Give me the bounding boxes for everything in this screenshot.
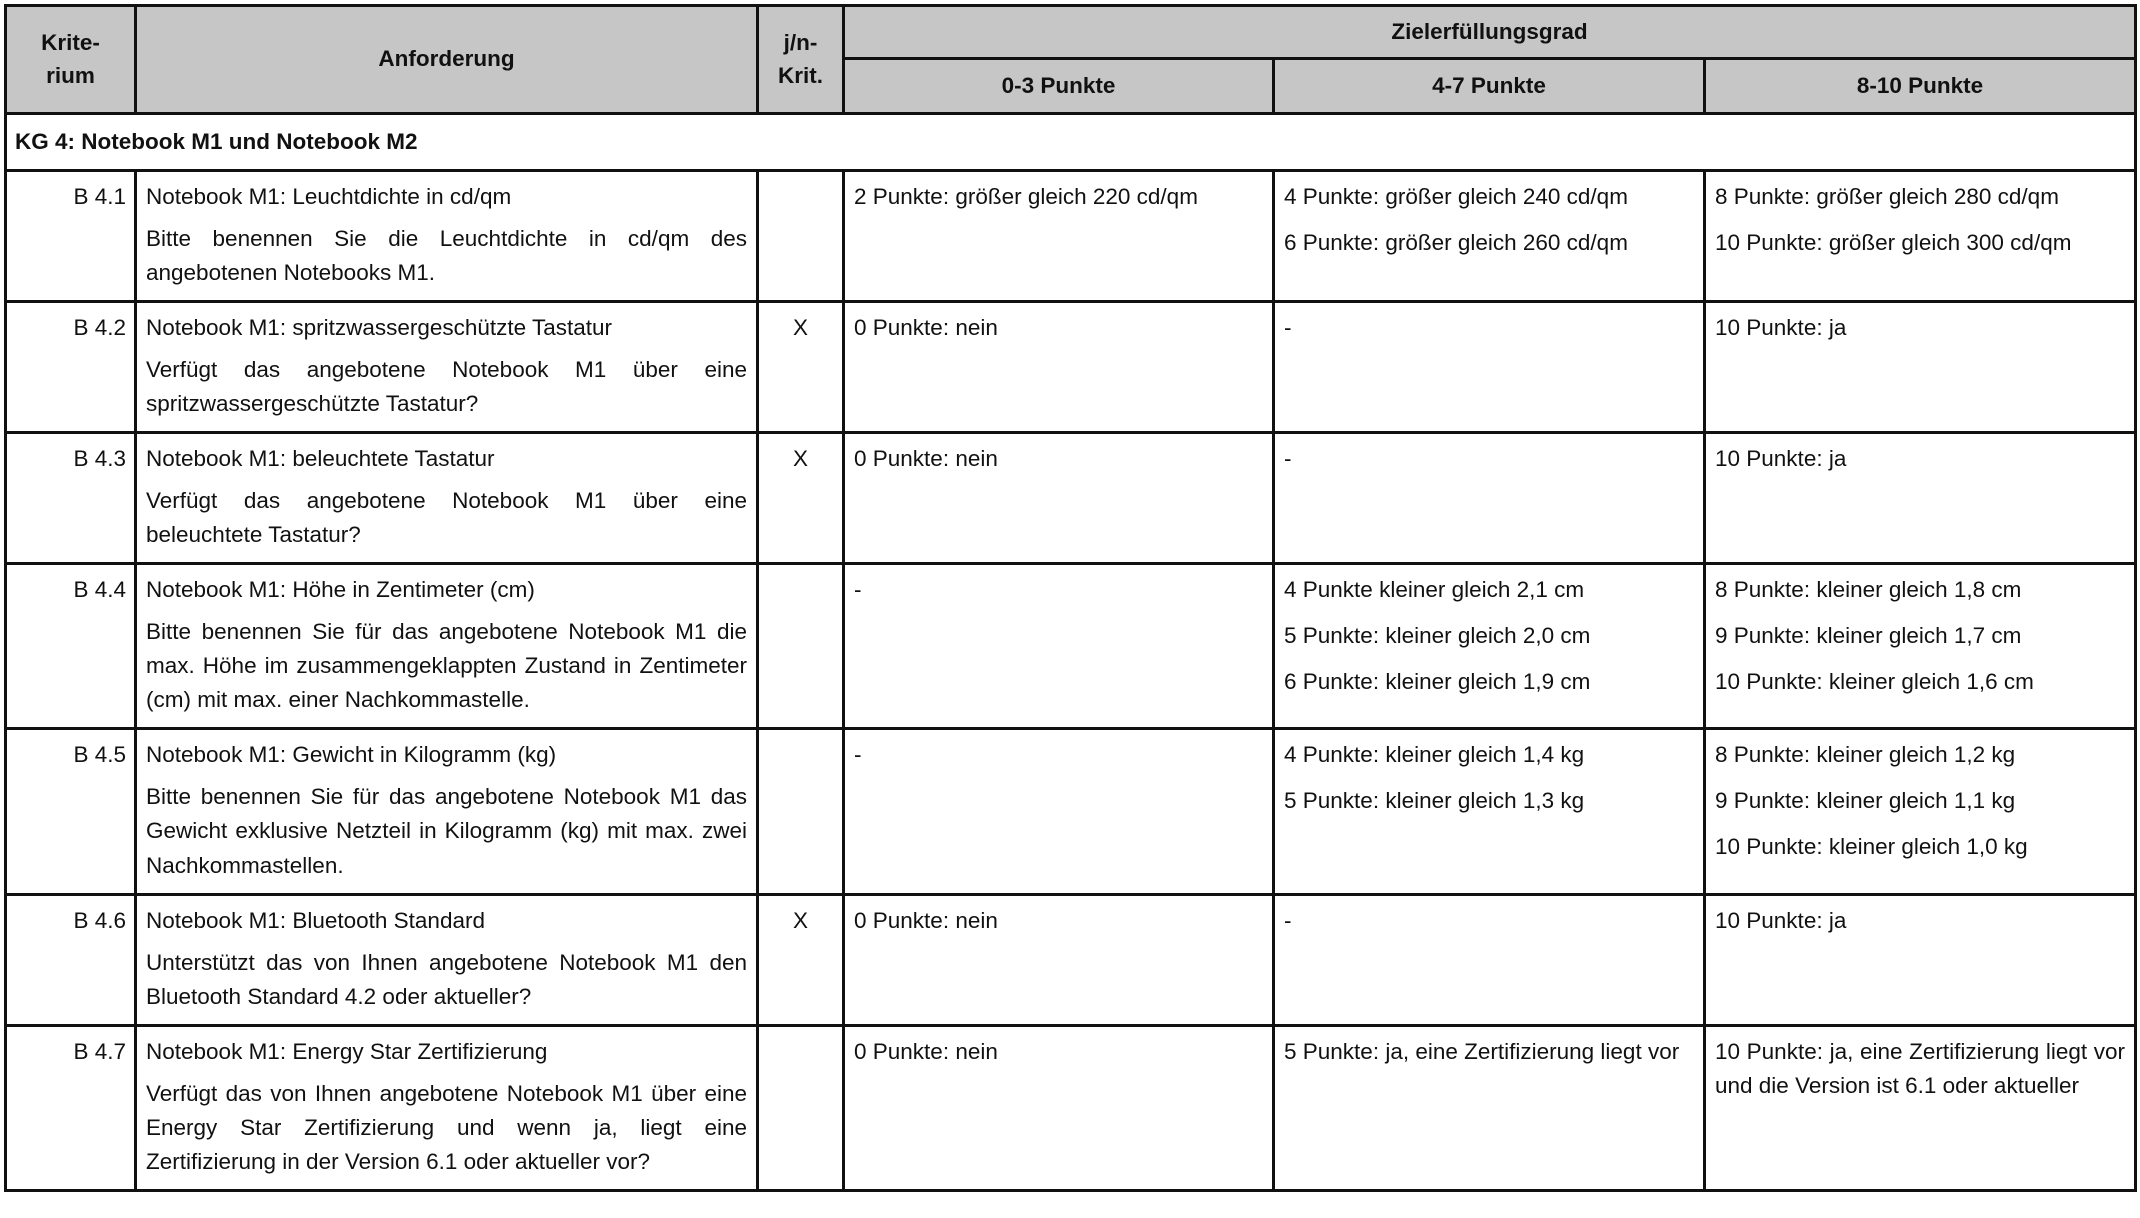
score-rule: - <box>1284 446 1292 471</box>
table-row <box>6 433 2136 564</box>
header-criterion-line1: Krite- <box>41 29 100 55</box>
score-rule: - <box>854 577 862 603</box>
score-low-cell <box>844 564 1274 729</box>
score-rule: - <box>854 742 862 768</box>
score-rule: 10 Punkte: kleiner gleich 1,0 kg <box>1715 833 2028 859</box>
table-row <box>6 1025 2136 1190</box>
requirement-description: Bitte benennen Sie für das angebotene Notebook M1 das Gewicht exklusive Netzteil in Kilogramm (kg) mit max. zwei Nachkommastellen. <box>146 784 747 878</box>
requirement-cell <box>136 1025 758 1190</box>
score-low-cell <box>844 729 1274 894</box>
score-rule: 8 Punkte: kleiner gleich 1,2 kg <box>1715 742 2016 768</box>
score-rule: 8 Punkte: kleiner gleich 1,8 cm <box>1715 577 2022 603</box>
score-rule: 9 Punkte: kleiner gleich 1,1 kg <box>1715 788 2016 814</box>
requirement-description: Verfügt das von Ihnen angebotene Notebook M1 über eine Energy Star Zertifizierung und wenn ja, liegt eine Zertifizierung in der Version 6.1 oder aktueller vor? <box>146 1080 747 1174</box>
score-rule: 6 Punkte: kleiner gleich 1,9 cm <box>1284 668 1591 694</box>
criterion-id: B 4.2 <box>6 301 136 432</box>
score-low-cell <box>844 1025 1274 1190</box>
score-rule: - <box>1284 314 1292 340</box>
requirement-title: Notebook M1: Leuchtdichte in cd/qm <box>146 183 512 209</box>
criterion-id: B 4.6 <box>6 894 136 1025</box>
requirement-description: Unterstützt das von Ihnen angebotene Notebook M1 den Bluetooth Standard 4.2 oder aktueller? <box>146 949 747 1009</box>
score-mid-cell <box>1274 170 1705 301</box>
score-rule: 0 Punkte: nein <box>854 907 998 933</box>
requirement-title: Notebook M1: Höhe in Zentimeter (cm) <box>146 577 535 603</box>
header-yn-line1: j/n- <box>783 29 818 55</box>
requirement-cell <box>136 170 758 301</box>
score-rule: 4 Punkte: kleiner gleich 1,4 kg <box>1284 742 1585 768</box>
header-yn-line2: Krit. <box>778 62 823 88</box>
requirement-cell <box>136 729 758 894</box>
section-title: KG 4: Notebook M1 und Notebook M2 <box>6 114 2136 171</box>
criterion-id: B 4.1 <box>6 170 136 301</box>
score-rule: 4 Punkte: größer gleich 240 cd/qm <box>1284 183 1628 209</box>
requirement-description: Verfügt das angebotene Notebook M1 über eine spritzwassergeschützte Tastatur? <box>146 356 747 416</box>
table-row <box>6 894 2136 1025</box>
header-range-mid: 4-7 Punkte <box>1274 59 1705 114</box>
yn-criterion-mark: X <box>758 301 844 432</box>
score-rule: 10 Punkte: ja, eine Zertifizierung liegt vor und die Version ist 6.1 oder aktueller <box>1715 1038 2126 1099</box>
score-rule: 10 Punkte: ja <box>1715 446 1847 471</box>
score-rule: 0 Punkte: nein <box>854 314 998 340</box>
score-low-cell <box>844 170 1274 301</box>
score-low-cell <box>844 894 1274 1025</box>
header-criterion <box>6 6 136 114</box>
requirement-description: Bitte benennen Sie für das angebotene Notebook M1 die max. Höhe im zusammengeklappten Zustand in Zentimeter (cm) mit max. einer Nachkommastelle. <box>146 618 747 713</box>
table-row <box>6 170 2136 301</box>
yn-criterion-mark <box>758 729 844 894</box>
score-mid-cell <box>1274 1025 1705 1190</box>
score-rule: 10 Punkte: ja <box>1715 314 1847 340</box>
table-row <box>6 729 2136 894</box>
header-criterion-line2: rium <box>46 62 95 88</box>
score-rule: 0 Punkte: nein <box>854 1038 998 1064</box>
header-requirement: Anforderung <box>136 6 758 114</box>
requirement-description: Verfügt das angebotene Notebook M1 über eine beleuchtete Tastatur? <box>146 487 747 547</box>
score-rule: 5 Punkte: ja, eine Zertifizierung liegt vor <box>1284 1038 1680 1064</box>
yn-criterion-mark <box>758 170 844 301</box>
score-high-cell <box>1705 170 2136 301</box>
score-rule: - <box>1284 907 1292 933</box>
requirement-title: Notebook M1: Energy Star Zertifizierung <box>146 1038 548 1064</box>
score-rule: 0 Punkte: nein <box>854 446 998 471</box>
requirement-title: Notebook M1: spritzwassergeschützte Tastatur <box>146 314 613 340</box>
header-goal: Zielerfüllungsgrad <box>844 6 2136 59</box>
table-row <box>6 301 2136 432</box>
score-mid-cell <box>1274 894 1705 1025</box>
score-rule: 8 Punkte: größer gleich 280 cd/qm <box>1715 183 2059 209</box>
score-high-cell <box>1705 894 2136 1025</box>
score-rule: 6 Punkte: größer gleich 260 cd/qm <box>1284 229 1628 255</box>
requirement-title: Notebook M1: Gewicht in Kilogramm (kg) <box>146 742 557 768</box>
score-low-cell <box>844 301 1274 432</box>
score-rule: 5 Punkte: kleiner gleich 1,3 kg <box>1284 788 1585 814</box>
criterion-id: B 4.5 <box>6 729 136 894</box>
requirement-description: Bitte benennen Sie die Leuchtdichte in cd/qm des angebotenen Notebooks M1. <box>146 225 747 285</box>
score-mid-cell <box>1274 433 1705 564</box>
yn-criterion-mark: X <box>758 433 844 564</box>
score-low-cell <box>844 433 1274 564</box>
score-high-cell <box>1705 1025 2136 1190</box>
requirement-cell <box>136 433 758 564</box>
score-rule: 10 Punkte: ja <box>1715 907 1847 933</box>
score-rule: 5 Punkte: kleiner gleich 2,0 cm <box>1284 622 1591 648</box>
criterion-id: B 4.4 <box>6 564 136 729</box>
header-range-high: 8-10 Punkte <box>1705 59 2136 114</box>
score-high-cell <box>1705 729 2136 894</box>
requirement-title: Notebook M1: beleuchtete Tastatur <box>146 446 495 471</box>
header-yn <box>758 6 844 114</box>
yn-criterion-mark <box>758 564 844 729</box>
header-range-low: 0-3 Punkte <box>844 59 1274 114</box>
score-rule: 9 Punkte: kleiner gleich 1,7 cm <box>1715 622 2022 648</box>
requirement-cell <box>136 894 758 1025</box>
score-mid-cell <box>1274 564 1705 729</box>
score-mid-cell <box>1274 301 1705 432</box>
criterion-id: B 4.7 <box>6 1025 136 1190</box>
requirement-cell <box>136 301 758 432</box>
yn-criterion-mark: X <box>758 894 844 1025</box>
requirement-cell <box>136 564 758 729</box>
criterion-id: B 4.3 <box>6 433 136 564</box>
score-rule: 4 Punkte kleiner gleich 2,1 cm <box>1284 577 1585 603</box>
score-high-cell <box>1705 564 2136 729</box>
requirement-title: Notebook M1: Bluetooth Standard <box>146 907 485 933</box>
table-row <box>6 564 2136 729</box>
score-mid-cell <box>1274 729 1705 894</box>
score-rule: 10 Punkte: größer gleich 300 cd/qm <box>1715 229 2072 255</box>
score-rule: 10 Punkte: kleiner gleich 1,6 cm <box>1715 668 2034 694</box>
yn-criterion-mark <box>758 1025 844 1190</box>
score-high-cell <box>1705 433 2136 564</box>
score-rule: 2 Punkte: größer gleich 220 cd/qm <box>854 183 1198 209</box>
criteria-table <box>4 4 2137 1192</box>
score-high-cell <box>1705 301 2136 432</box>
